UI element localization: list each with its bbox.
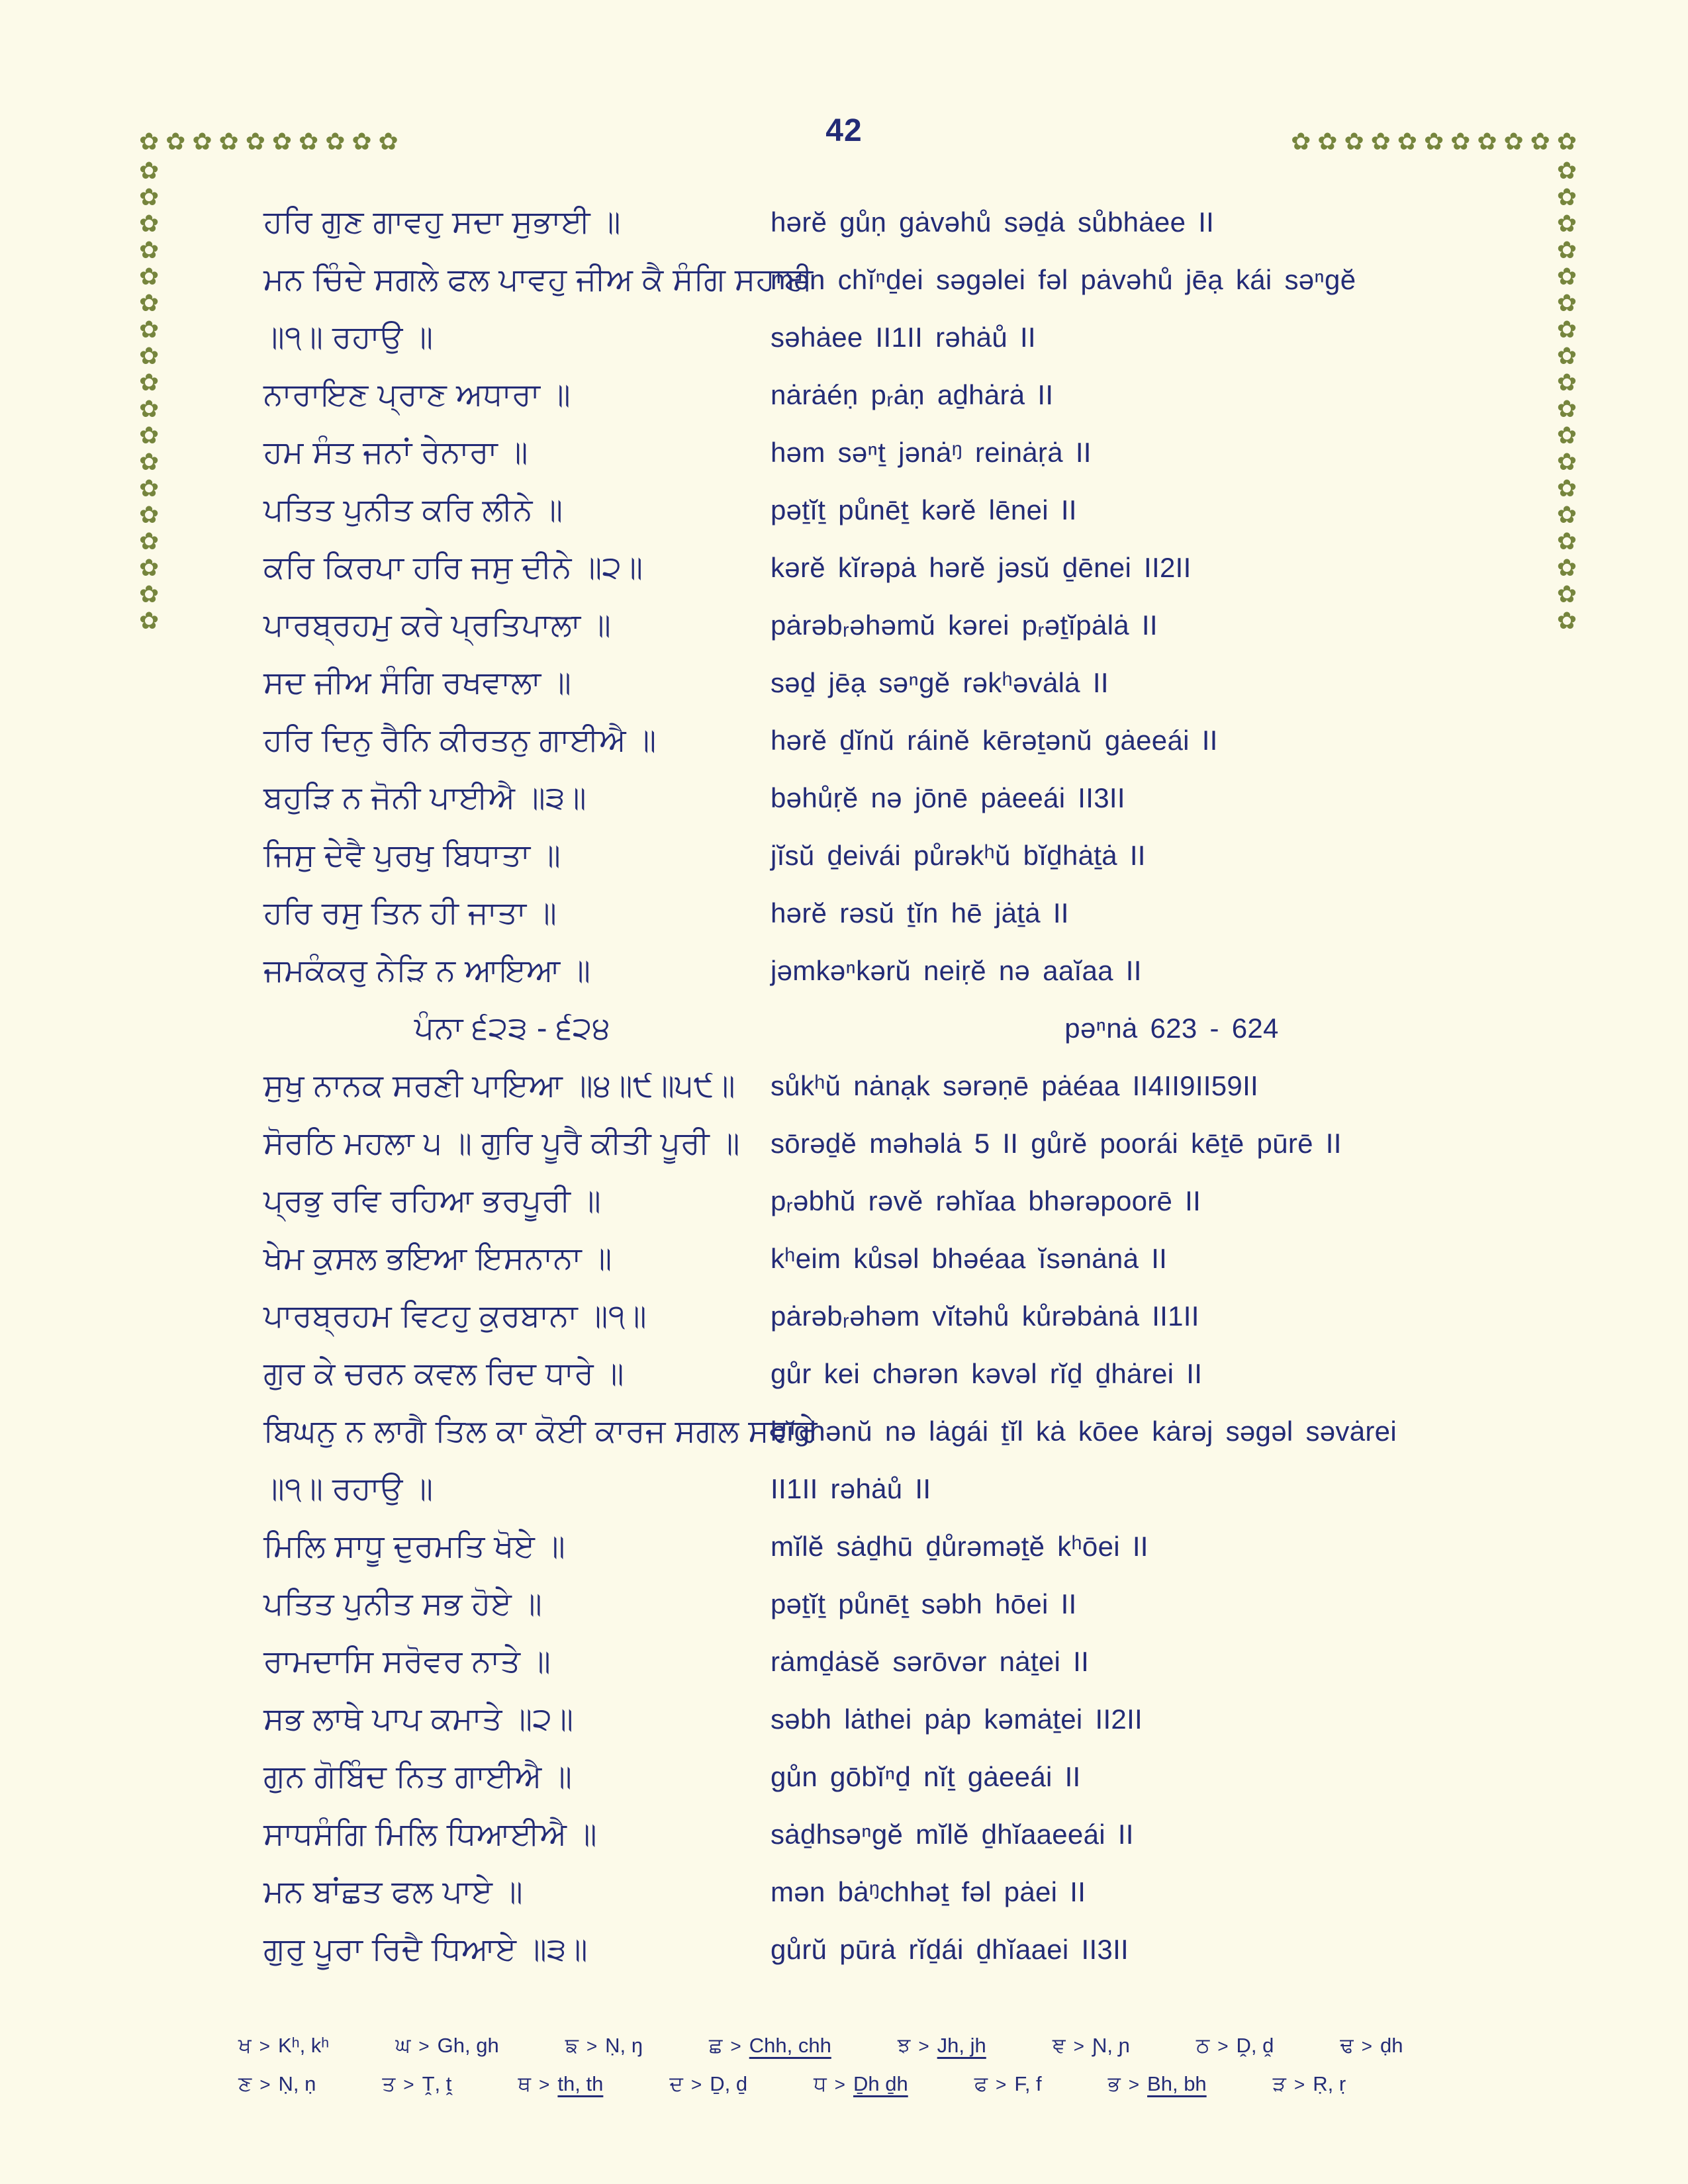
flower-icon: ✿ — [165, 128, 186, 155]
verse-row — [0, 1921, 1688, 1978]
transliteration-line: pəṯĭṯ půnēṯ səbh hōei II — [771, 1588, 1077, 1619]
legend-latin-value: ḍh — [1380, 2033, 1403, 2057]
transliteration-line: gůrŭ pūrȧ rĭḏái ḏhĭaaei II3II — [771, 1933, 1129, 1965]
transliteration-line: pəⁿnȧ 623 - 624 — [1064, 1012, 1279, 1044]
transliteration-line: kʰeim kůsəl bhəéaa ĭsənȧnȧ II — [771, 1242, 1168, 1274]
verse-row — [0, 1518, 1688, 1575]
flower-icon: ✿ — [1556, 128, 1577, 155]
flower-icon: ✿ — [1556, 501, 1577, 528]
gurmukhi-line: ਪ੍ਰਭੁ ਰਵਿ ਰਹਿਆ ਭਰਪੂਰੀ ॥ — [263, 1183, 602, 1218]
flower-icon: ✿ — [299, 128, 319, 155]
gurmukhi-line: ਸਾਧਸੰਗਿ ਮਿਲਿ ਧਿਆਈਐ ॥ — [263, 1816, 598, 1851]
ornament-border-top-right — [1291, 130, 1577, 154]
legend-entry — [238, 2034, 329, 2058]
transliteration-line: jĭsŭ ḏeivái půrəkʰŭ bĭḏhȧṯȧ II — [771, 839, 1146, 871]
transliteration-line: II1II rəhȧů II — [771, 1473, 931, 1504]
verse-row — [0, 1172, 1688, 1230]
legend-gurmukhi-letter: ਧ — [814, 2071, 827, 2095]
transliteration-line: pȧrəbᵣəhəm vĭtəhů kůrəbȧnȧ II1II — [771, 1300, 1199, 1332]
flower-icon: ✿ — [139, 422, 160, 449]
flower-icon: ✿ — [1556, 369, 1577, 396]
maps-to-symbol: > — [259, 2035, 271, 2056]
flower-icon: ✿ — [139, 316, 160, 343]
gurmukhi-line: ਪੰਨਾ ੬੨੩ - ੬੨੪ — [414, 1010, 611, 1045]
flower-icon: ✿ — [1556, 607, 1577, 634]
transliteration-line: sōrəḏĕ məhəlȧ 5 II gůrĕ poorái kēṯē pūrē II — [771, 1127, 1342, 1159]
verse-row — [0, 942, 1688, 999]
flower-icon: ✿ — [1556, 183, 1577, 210]
verse-row — [0, 1575, 1688, 1633]
flower-icon: ✿ — [1556, 342, 1577, 369]
flower-icon: ✿ — [218, 128, 239, 155]
transliteration-line: mən bȧᵑchhəṯ fəl pȧei II — [771, 1876, 1086, 1907]
legend-latin-value: Jh, jh — [937, 2033, 986, 2057]
flower-icon: ✿ — [139, 395, 160, 422]
verse-row — [0, 884, 1688, 942]
flower-icon: ✿ — [139, 289, 160, 316]
flower-icon: ✿ — [378, 128, 399, 155]
verse-row — [0, 1690, 1688, 1748]
legend-gurmukhi-letter: ਤ — [382, 2071, 396, 2095]
verse-row — [0, 1805, 1688, 1863]
legend-latin-value: Ḏ, ḏ — [710, 2071, 748, 2095]
legend-latin-value: Kʰ, kʰ — [278, 2033, 330, 2057]
flower-icon: ✿ — [139, 210, 160, 237]
gurmukhi-line: ਨਾਰਾਇਣ ਪ੍ਰਾਣ ਅਧਾਰਾ ॥ — [263, 377, 571, 412]
legend-latin-value: Chh, chh — [749, 2033, 831, 2057]
gurmukhi-line: ॥੧॥ ਰਹਾਉ ॥ — [263, 319, 434, 354]
transliteration-line: səḏ jēạ səⁿgĕ rəkʰəvȧlȧ II — [771, 666, 1109, 698]
legend-latin-value: Ḏh ḏh — [853, 2071, 908, 2095]
gurmukhi-line: ਗੁਨ ਗੋਬਿੰਦ ਨਿਤ ਗਾਈਐ ॥ — [263, 1758, 573, 1794]
maps-to-symbol: > — [690, 2073, 702, 2095]
gurmukhi-line: ਪਾਰਬ੍ਰਹਮ ਵਿਟਹੁ ਕੁਰਬਾਨਾ ॥੧॥ — [263, 1298, 647, 1333]
legend-latin-value: Bh, bh — [1147, 2071, 1207, 2095]
flower-icon: ✿ — [192, 128, 212, 155]
gurmukhi-line: ਹਰਿ ਰਸੁ ਤਿਨ ਹੀ ਜਾਤਾ ॥ — [263, 895, 557, 930]
flower-icon: ✿ — [1423, 128, 1444, 155]
flower-icon: ✿ — [1397, 128, 1417, 155]
verse-row — [0, 366, 1688, 424]
legend-gurmukhi-letter: ਦ — [669, 2071, 683, 2095]
flower-icon: ✿ — [1556, 157, 1577, 184]
legend-gurmukhi-letter: ਛ — [709, 2033, 723, 2057]
maps-to-symbol: > — [1073, 2035, 1084, 2056]
verse-row — [0, 308, 1688, 366]
verse-row — [0, 1460, 1688, 1518]
verse-row — [0, 1863, 1688, 1921]
gurmukhi-line: ਸੁਖੁ ਨਾਨਕ ਸਰਣੀ ਪਾਇਆ ॥੪॥੯॥੫੯॥ — [263, 1068, 736, 1103]
gurmukhi-line: ਹਰਿ ਗੁਣ ਗਾਵਹੁ ਸਦਾ ਸੁਭਾਈ ॥ — [263, 204, 621, 239]
verse-row — [0, 596, 1688, 654]
transliteration-line: jəmkəⁿkərŭ neiṛĕ nə aaĭaa II — [771, 954, 1142, 986]
legend-row — [0, 2026, 1688, 2065]
verse-row — [0, 1115, 1688, 1172]
flower-icon: ✿ — [139, 580, 160, 608]
gurmukhi-line: ਖੇਮ ਕੁਸਲ ਭਇਆ ਇਸਨਾਨਾ ॥ — [263, 1240, 612, 1275]
flower-icon: ✿ — [245, 128, 265, 155]
flower-icon: ✿ — [139, 475, 160, 502]
gurmukhi-line: ਜਿਸੁ ਦੇਵੈ ਪੁਰਖੁ ਬਿਧਾਤਾ ॥ — [263, 837, 561, 872]
transliteration-line: səhȧee II1II rəhȧů II — [771, 321, 1036, 353]
flower-icon: ✿ — [1503, 128, 1524, 155]
legend-gurmukhi-letter: ਫ — [974, 2071, 988, 2095]
gurmukhi-line: ਰਾਮਦਾਸਿ ਸਰੋਵਰ ਨਾਤੇ ॥ — [263, 1643, 551, 1678]
flower-icon: ✿ — [139, 342, 160, 369]
legend-latin-value: Ɲ, ɲ — [1092, 2033, 1130, 2057]
legend-latin-value: Ṱ, ṱ — [422, 2071, 452, 2095]
legend-entry — [518, 2072, 603, 2097]
legend-gurmukhi-letter: ਠ — [1196, 2033, 1210, 2057]
flower-icon: ✿ — [1556, 527, 1577, 555]
legend-latin-value: Ṇ, ṇ — [278, 2071, 316, 2095]
flower-icon: ✿ — [1477, 128, 1497, 155]
verse-row — [0, 769, 1688, 827]
page-number: 42 — [825, 113, 863, 148]
legend-entry — [1340, 2034, 1403, 2058]
gurmukhi-line: ਬਹੁੜਿ ਨ ਜੋਨੀ ਪਾਈਐ ॥੩॥ — [263, 780, 587, 815]
maps-to-symbol: > — [403, 2073, 414, 2095]
flower-icon: ✿ — [1556, 289, 1577, 316]
verse-row — [0, 251, 1688, 308]
flower-icon: ✿ — [139, 183, 160, 210]
flower-icon: ✿ — [1317, 128, 1338, 155]
legend-entry — [974, 2072, 1042, 2097]
gurmukhi-line: ਹਮ ਸੰਤ ਜਨਾਂ ਰੇਨਾਰਾ ॥ — [263, 434, 528, 469]
flower-icon: ✿ — [139, 157, 160, 184]
flower-icon: ✿ — [1556, 263, 1577, 290]
legend-latin-value: th, th — [557, 2071, 604, 2095]
legend-gurmukhi-letter: ਘ — [395, 2033, 411, 2057]
verse-row — [0, 1230, 1688, 1287]
flower-icon: ✿ — [139, 607, 160, 634]
legend-latin-value: Ṛ, ṛ — [1313, 2071, 1346, 2095]
transliteration-line: gůr kei chərən kəvəl rĭḏ ḏhȧrei II — [771, 1357, 1203, 1389]
flower-icon: ✿ — [1556, 395, 1577, 422]
legend-gurmukhi-letter: ੜ — [1272, 2071, 1286, 2095]
gurmukhi-line: ਮਿਲਿ ਸਾਧੂ ਦੁਰਮਤਿ ਖੋਏ ॥ — [263, 1528, 566, 1563]
flower-icon: ✿ — [139, 369, 160, 396]
gurmukhi-line: ਸੋਰਠਿ ਮਹਲਾ ੫ ॥ ਗੁਰਿ ਪੂਰੈ ਕੀਤੀ ਪੂਰੀ ॥ — [263, 1125, 740, 1160]
verse-row — [0, 827, 1688, 884]
verse-row — [0, 539, 1688, 596]
maps-to-symbol: > — [539, 2073, 550, 2095]
transliteration-line: pᵣəbhŭ rəvĕ rəhĭaa bhərəpoorē II — [771, 1185, 1201, 1216]
flower-icon: ✿ — [139, 527, 160, 555]
maps-to-symbol: > — [586, 2035, 598, 2056]
transliteration-line: mĭlĕ sȧḏhū ḏůrəməṯĕ kʰōei II — [771, 1530, 1149, 1562]
flower-icon: ✿ — [1291, 128, 1311, 155]
flower-icon: ✿ — [139, 263, 160, 290]
legend-entry — [1053, 2034, 1130, 2058]
legend-gurmukhi-letter: ਙ — [565, 2033, 579, 2057]
maps-to-symbol: > — [730, 2035, 741, 2056]
legend-entry — [1108, 2072, 1207, 2097]
legend-entry — [1273, 2072, 1346, 2097]
maps-to-symbol: > — [1128, 2073, 1140, 2095]
maps-to-symbol: > — [1361, 2035, 1373, 2056]
flower-icon: ✿ — [139, 128, 160, 155]
transliteration-line: gůn gōbĭⁿḏ nĭṯ gȧeeái II — [771, 1760, 1081, 1792]
flower-icon: ✿ — [1556, 210, 1577, 237]
flower-icon: ✿ — [1556, 580, 1577, 608]
flower-icon: ✿ — [1450, 128, 1471, 155]
transliteration-legend — [0, 2026, 1688, 2103]
flower-icon: ✿ — [1556, 422, 1577, 449]
maps-to-symbol: > — [918, 2035, 929, 2056]
flower-icon: ✿ — [139, 554, 160, 581]
legend-entry — [1196, 2034, 1274, 2058]
gurmukhi-line: ਜਮਕੰਕਰੁ ਨੇੜਿ ਨ ਆਇਆ ॥ — [263, 952, 591, 987]
verse-row — [0, 999, 1688, 1057]
legend-row — [0, 2065, 1688, 2103]
gurmukhi-line: ਮਨ ਚਿੰਦੇ ਸਗਲੇ ਫਲ ਪਾਵਹੁ ਜੀਅ ਕੈ ਸੰਗਿ ਸਹਾਈ — [263, 261, 814, 296]
maps-to-symbol: > — [995, 2073, 1007, 2095]
legend-latin-value: Gh, gh — [437, 2033, 499, 2057]
gurmukhi-line: ਪਤਿਤ ਪੁਨੀਤ ਸਭ ਹੋਏ ॥ — [263, 1586, 543, 1621]
verse-row — [0, 1057, 1688, 1115]
legend-entry — [238, 2072, 316, 2097]
gurmukhi-line: ਪਾਰਬ੍ਰਹਮੁ ਕਰੇ ਪ੍ਰਤਿਪਾਲਾ ॥ — [263, 607, 612, 642]
maps-to-symbol: > — [418, 2035, 430, 2056]
transliteration-line: nȧrȧéṇ pᵣȧṇ aḏhȧrȧ II — [771, 379, 1054, 410]
gurmukhi-line: ਗੁਰ ਕੇ ਚਰਨ ਕਵਲ ਰਿਦ ਧਾਰੇ ॥ — [263, 1355, 624, 1390]
legend-gurmukhi-letter: ਣ — [238, 2071, 252, 2095]
legend-entry — [382, 2072, 451, 2097]
transliteration-line: pȧrəbᵣəhəmŭ kərei pᵣəṯĭpȧlȧ II — [771, 609, 1158, 641]
ornament-border-top-left — [139, 130, 399, 154]
legend-entry — [669, 2072, 747, 2097]
verse-row — [0, 1345, 1688, 1402]
transliteration-line: həm səⁿṯ jənȧᵑ reinȧṛȧ II — [771, 436, 1092, 468]
flower-icon: ✿ — [1556, 448, 1577, 475]
legend-gurmukhi-letter: ਖ — [238, 2033, 252, 2057]
maps-to-symbol: > — [1293, 2073, 1305, 2095]
legend-entry — [814, 2072, 908, 2097]
flower-icon: ✿ — [1556, 316, 1577, 343]
legend-gurmukhi-letter: ਞ — [1052, 2033, 1066, 2057]
verse-text-block — [0, 193, 1688, 1978]
gurmukhi-line: ਕਰਿ ਕਿਰਪਾ ਹਰਿ ਜਸੁ ਦੀਨੇ ॥੨॥ — [263, 549, 643, 584]
gurmukhi-line: ਸਭ ਲਾਥੇ ਪਾਪ ਕਮਾਤੇ ॥੨॥ — [263, 1701, 574, 1736]
gurmukhi-line: ਹਰਿ ਦਿਨੁ ਰੈਨਿ ਕੀਰਤਨੁ ਗਾਈਐ ॥ — [263, 722, 657, 757]
flower-icon: ✿ — [1556, 554, 1577, 581]
verse-row — [0, 654, 1688, 711]
transliteration-line: bəhůṛĕ nə jōnē pȧeeái II3II — [771, 782, 1125, 813]
transliteration-line: səbh lȧthei pȧp kəmȧṯei II2II — [771, 1703, 1143, 1735]
legend-gurmukhi-letter: ਥ — [518, 2071, 532, 2095]
maps-to-symbol: > — [834, 2073, 845, 2095]
transliteration-line: mən chĭⁿḏei səgəlei fəl pȧvəhů jēạ kái səⁿgĕ — [771, 263, 1356, 295]
gurmukhi-line: ਸਦ ਜੀਅ ਸੰਗਿ ਰਖਵਾਲਾ ॥ — [263, 664, 572, 700]
verse-row — [0, 711, 1688, 769]
legend-latin-value: F, f — [1014, 2071, 1042, 2095]
flower-icon: ✿ — [1556, 236, 1577, 263]
gurmukhi-line: ਮਨ ਬਾਂਛਤ ਫਲ ਪਾਏ ॥ — [263, 1874, 524, 1909]
flower-icon: ✿ — [1370, 128, 1391, 155]
transliteration-line: bĭghənŭ nə lȧgái ṯĭl kȧ kōee kȧrəj səgəl səvȧrei — [771, 1415, 1397, 1447]
gurmukhi-line: ਪਤਿਤ ਪੁਨੀਤ ਕਰਿ ਲੀਨੇ ॥ — [263, 492, 563, 527]
flower-icon: ✿ — [1344, 128, 1364, 155]
verse-row — [0, 1748, 1688, 1805]
transliteration-line: pəṯĭṯ půnēṯ kərĕ lēnei II — [771, 494, 1077, 525]
transliteration-line: kərĕ kĭrəpȧ hərĕ jəsŭ ḏēnei II2II — [771, 551, 1192, 583]
gurmukhi-line: ਗੁਰੁ ਪੂਰਾ ਰਿਦੈ ਧਿਆਏ ॥੩॥ — [263, 1931, 588, 1966]
legend-latin-value: Ṇ, ŋ — [605, 2033, 643, 2057]
verse-row — [0, 481, 1688, 539]
gurmukhi-line: ਬਿਘਨੁ ਨ ਲਾਗੈ ਤਿਲ ਕਾ ਕੋਈ ਕਾਰਜ ਸਗਲ ਸਵਾਰੇ — [263, 1413, 818, 1448]
flower-icon: ✿ — [139, 501, 160, 528]
legend-latin-value: Ḓ, ḓ — [1236, 2033, 1274, 2057]
flower-icon: ✿ — [1530, 128, 1550, 155]
maps-to-symbol: > — [1217, 2035, 1229, 2056]
transliteration-line: hərĕ ḏĭnŭ ráinĕ kērəṯənŭ gȧeeái II — [771, 724, 1218, 756]
legend-gurmukhi-letter: ਝ — [897, 2033, 911, 2057]
flower-icon: ✿ — [325, 128, 346, 155]
verse-row — [0, 424, 1688, 481]
gurmukhi-line: ॥੧॥ ਰਹਾਉ ॥ — [263, 1471, 434, 1506]
legend-entry — [898, 2034, 986, 2058]
verse-row — [0, 1633, 1688, 1690]
transliteration-line: sȧḏhsəⁿgĕ mĭlĕ ḏhĭaaeeái II — [771, 1818, 1134, 1850]
transliteration-line: hərĕ rəsŭ ṯĭn hē jȧṯȧ II — [771, 897, 1069, 929]
verse-row — [0, 1402, 1688, 1460]
flower-icon: ✿ — [352, 128, 372, 155]
legend-entry — [709, 2034, 831, 2058]
legend-entry — [395, 2034, 499, 2058]
legend-gurmukhi-letter: ਭ — [1107, 2071, 1121, 2095]
maps-to-symbol: > — [259, 2073, 271, 2095]
transliteration-line: hərĕ gůṇ gȧvəhů səḏȧ sůbhȧee II — [771, 206, 1215, 238]
flower-icon: ✿ — [271, 128, 293, 155]
legend-gurmukhi-letter: ਢ — [1340, 2033, 1354, 2057]
verse-row — [0, 1287, 1688, 1345]
transliteration-line: rȧmḏȧsĕ sərōvər nȧṯei II — [771, 1645, 1090, 1677]
transliteration-line: sůkʰŭ nȧnạk sərəṇē pȧéaa II4II9II59II — [771, 1069, 1259, 1101]
verse-row — [0, 193, 1688, 251]
flower-icon: ✿ — [139, 236, 160, 263]
legend-entry — [565, 2034, 643, 2058]
flower-icon: ✿ — [139, 448, 160, 475]
flower-icon: ✿ — [1556, 475, 1577, 502]
